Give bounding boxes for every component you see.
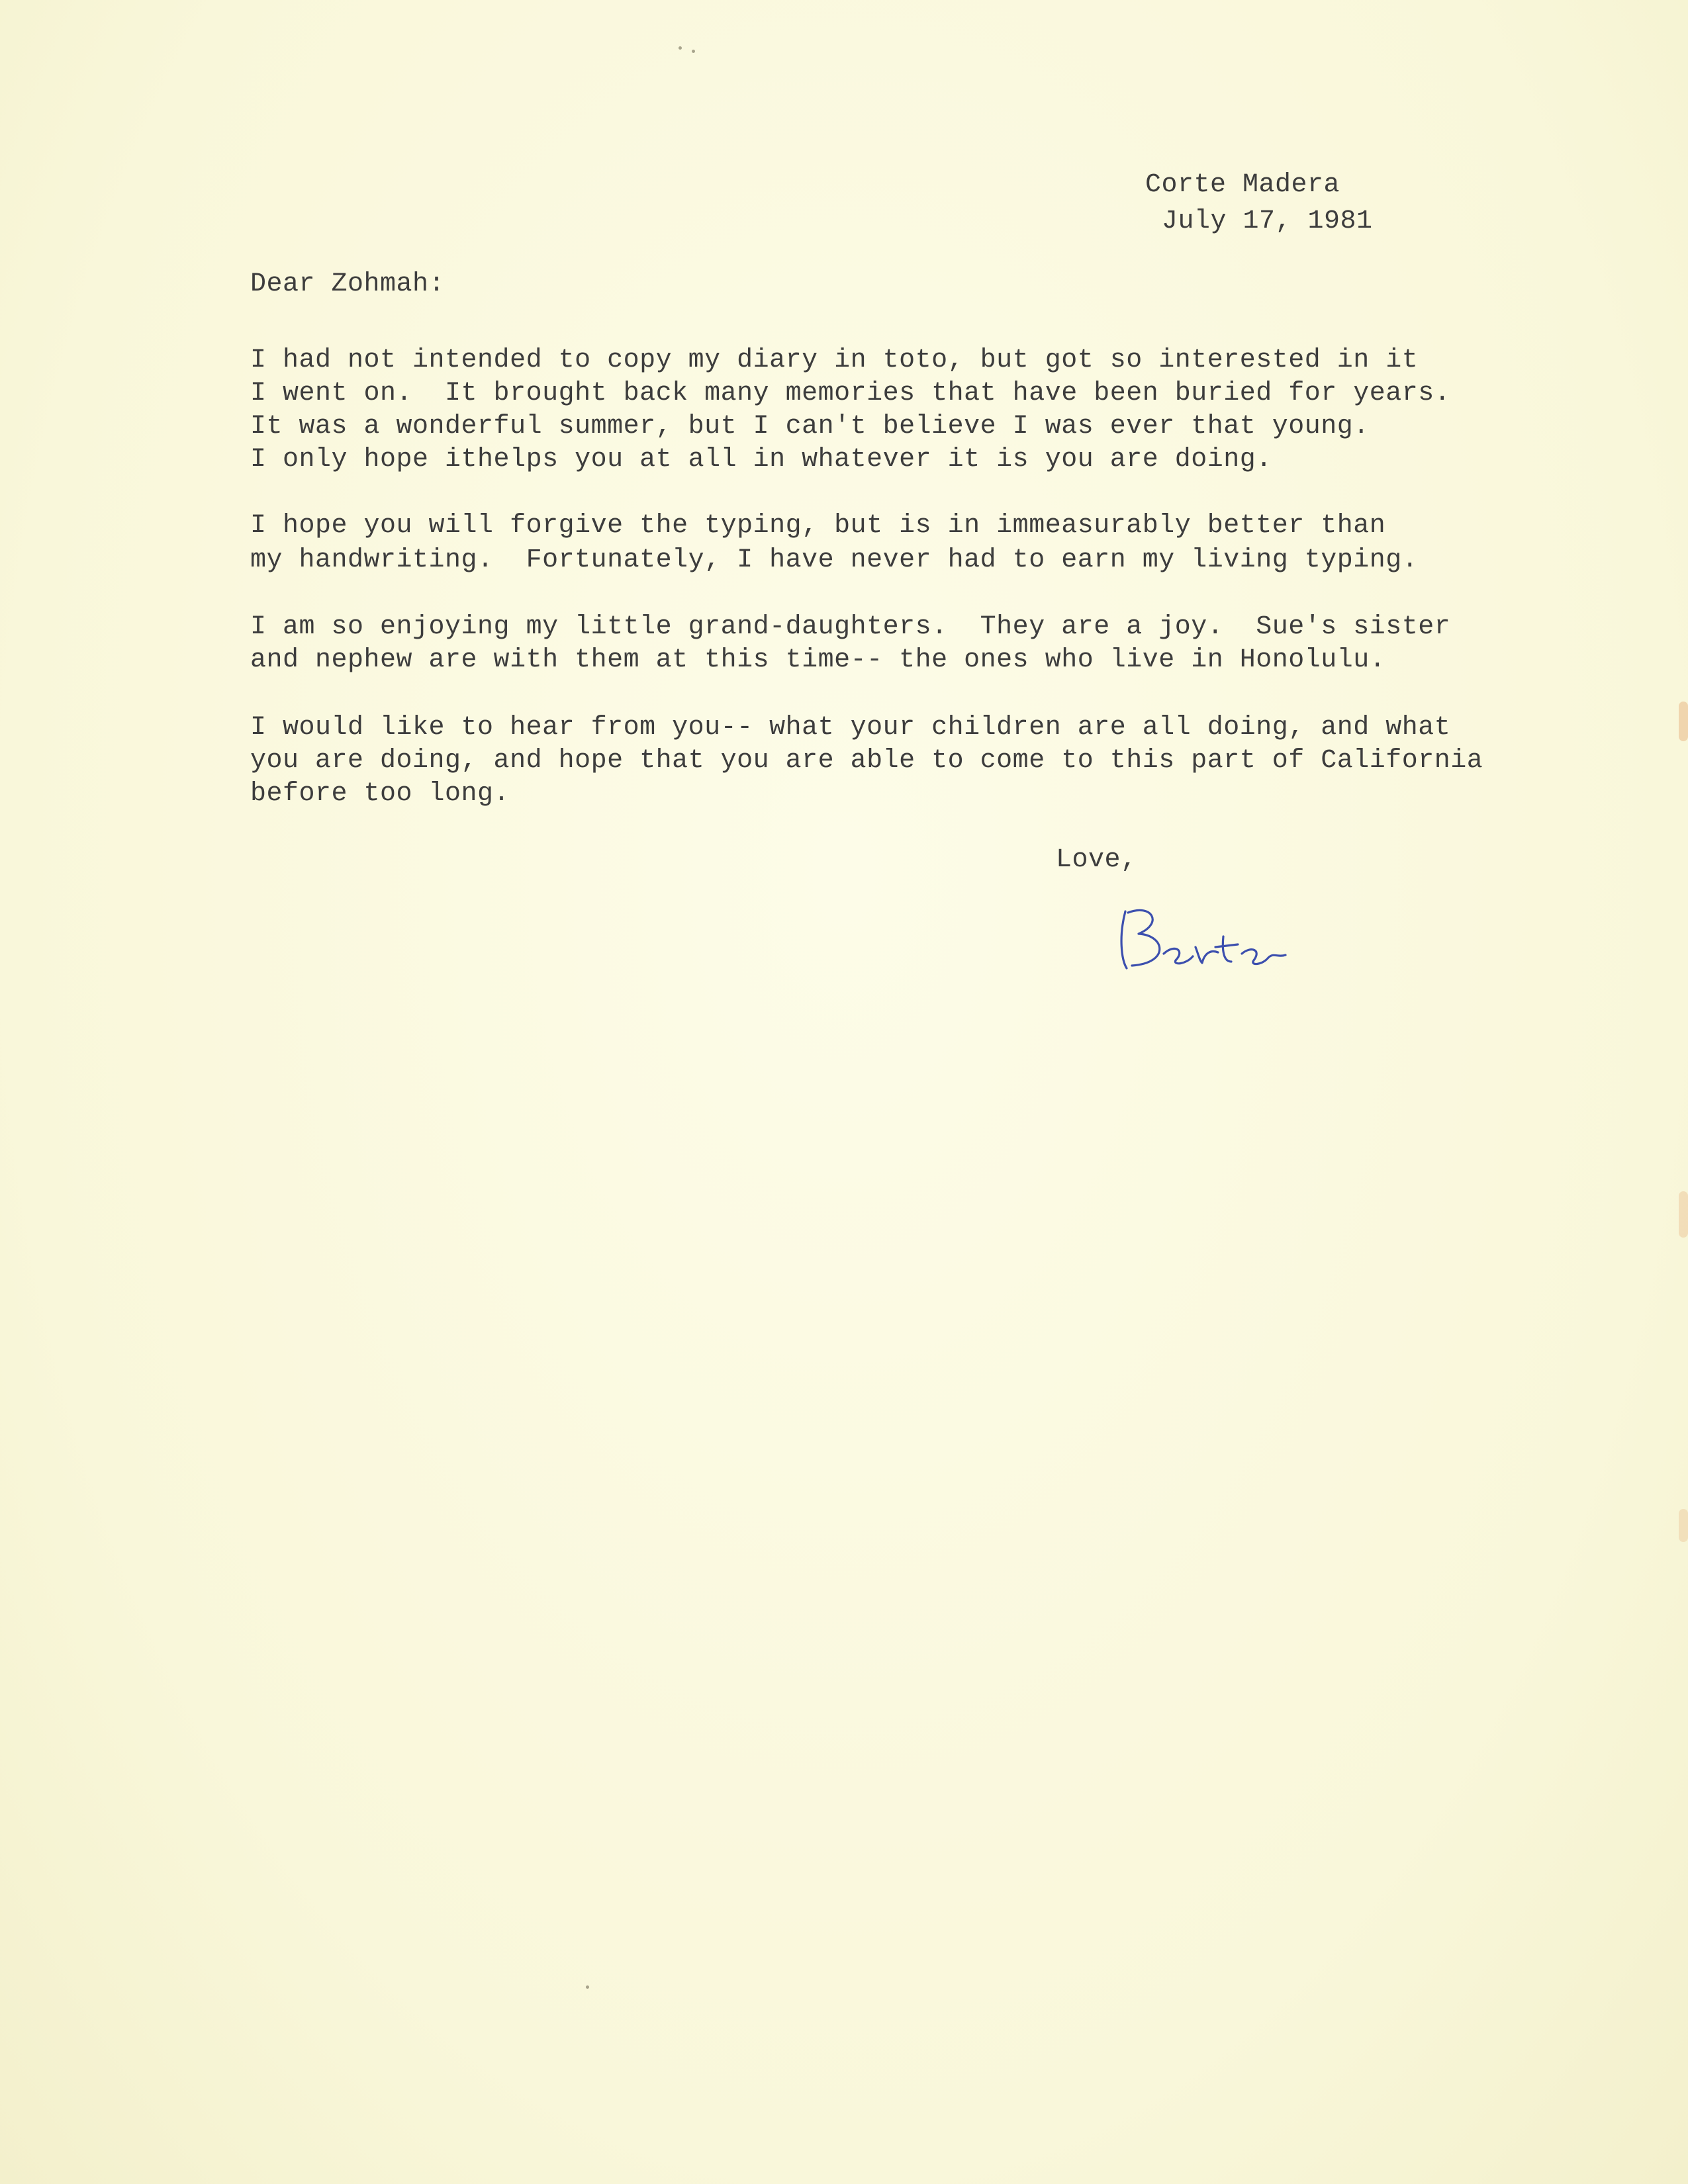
letter-closing: Love, — [1056, 845, 1137, 875]
paper-speck — [679, 46, 682, 50]
letter-salutation: Dear Zohmah: — [250, 269, 445, 299]
body-line: I would like to hear from you-- what your children are all doing, and what — [250, 713, 1451, 743]
body-line: you are doing, and hope that you are able to come to this part of California — [250, 746, 1483, 776]
body-line: before too long. — [250, 779, 510, 809]
body-line: and nephew are with them at this time-- the ones who live in Honolulu. — [250, 645, 1386, 675]
paper-stain — [1679, 702, 1688, 741]
body-line: I had not intended to copy my diary in toto, but got so interested in it — [250, 345, 1419, 375]
signature-drawing — [1112, 897, 1311, 976]
handwritten-signature — [1112, 897, 1311, 979]
letter-place: Corte Madera — [1145, 170, 1340, 200]
body-line: my handwriting. Fortunately, I have never had to earn my living typing. — [250, 545, 1419, 575]
body-line: It was a wonderful summer, but I can't believe I was ever that young. — [250, 412, 1370, 441]
body-line: I only hope ithelps you at all in whatever it is you are doing. — [250, 445, 1272, 475]
paper-stain — [1679, 1509, 1688, 1542]
paper-speck — [692, 50, 695, 53]
paper-stain — [1679, 1191, 1688, 1238]
body-line: I hope you will forgive the typing, but is in immeasurably better than — [250, 511, 1386, 541]
letter-date: July 17, 1981 — [1162, 206, 1373, 236]
body-line: I am so enjoying my little grand-daughters. They are a joy. Sue's sister — [250, 612, 1451, 642]
body-line: I went on. It brought back many memories that have been buried for years. — [250, 379, 1451, 408]
paper-speck — [586, 1985, 589, 1989]
